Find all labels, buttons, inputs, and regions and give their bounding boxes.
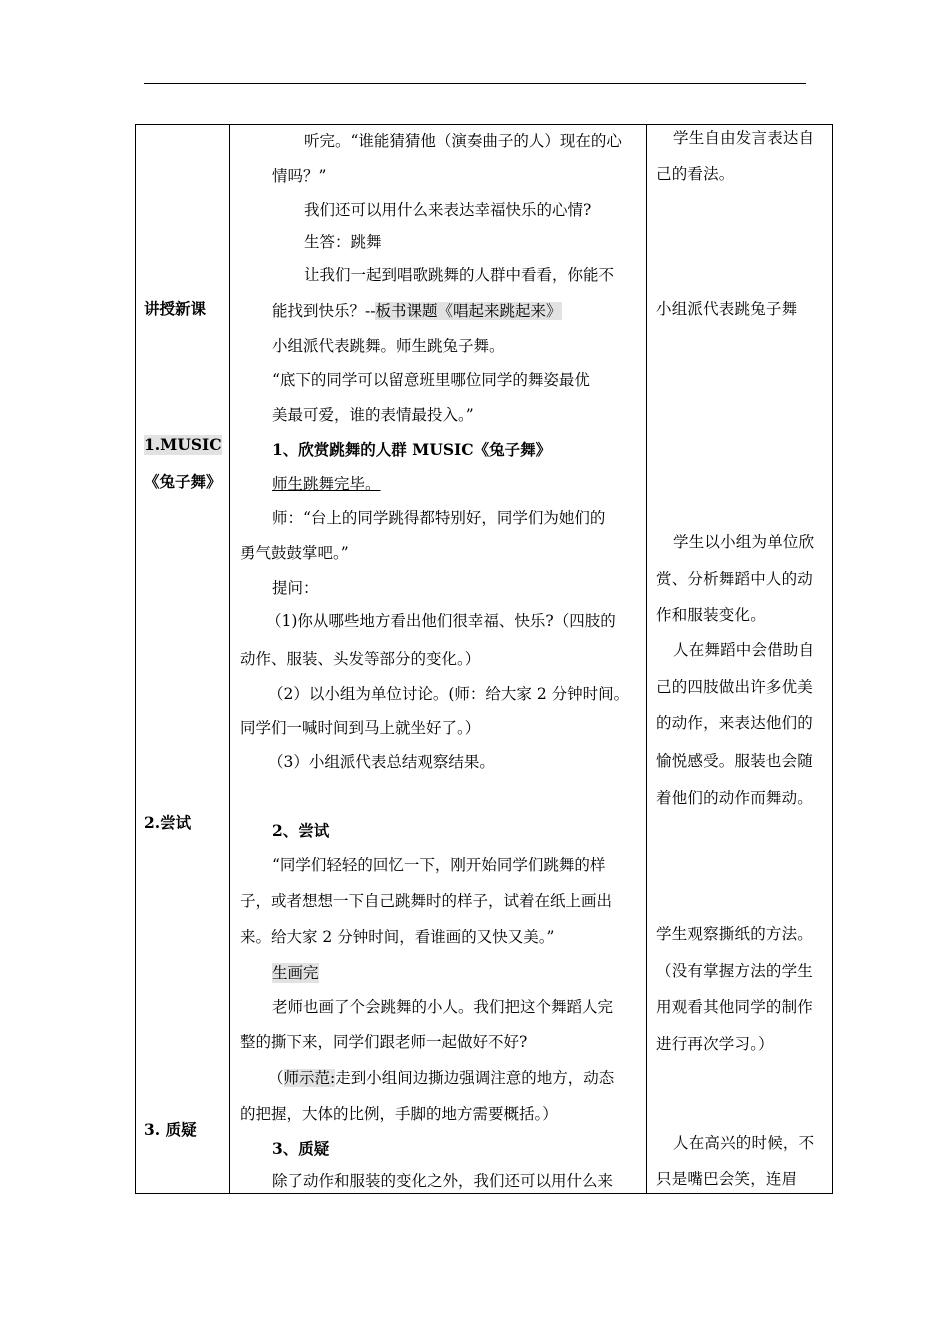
mid-line	[268, 1068, 614, 1088]
teacher-demo: 师示范:	[283, 1069, 336, 1087]
right-line: 赏、分析舞蹈中人的动	[656, 570, 814, 588]
mid-line: 老师也画了个会跳舞的小人。我们把这个舞蹈人完	[272, 998, 614, 1016]
column-divider-1	[229, 124, 230, 1194]
mid-line	[272, 301, 562, 321]
mid-line: 来。给大家 2 分钟时间，看谁画的又快又美。”	[240, 928, 555, 946]
right-line: 作和服装变化。	[656, 606, 766, 624]
mid-line: 师：“台上的同学跳得都特别好，同学们为她们的	[272, 509, 606, 527]
board-title: 板书课题《唱起来跳起来》	[375, 302, 562, 320]
mid-line: 的把握，大体的比例，手脚的地方需要概括。）	[240, 1105, 558, 1123]
mid-text: 能找到快乐？--	[272, 302, 376, 320]
right-line: 学生以小组为单位欣	[673, 533, 815, 551]
right-line: 学生观察撕纸的方法。	[656, 925, 814, 943]
mid-line: 师生跳舞完毕。	[272, 475, 381, 493]
header-rule	[144, 83, 806, 84]
column-divider-2	[646, 124, 647, 1194]
right-line: 人在高兴的时候，不	[673, 1134, 815, 1152]
mid-line: 美最可爱，谁的表情最投入。”	[272, 406, 474, 424]
heading-lecture: 讲授新课	[144, 299, 207, 318]
right-line: 人在舞蹈中会借助自	[673, 641, 815, 659]
right-line: 己的四肢做出许多优美	[656, 678, 814, 696]
mid-line: 让我们一起到唱歌跳舞的人群中看看，你能不	[304, 266, 615, 284]
mid-line: 生画完	[272, 964, 319, 982]
mid-line: 小组派代表跳舞。师生跳兔子舞。	[272, 337, 505, 355]
mid-line: 生答：跳舞	[304, 233, 382, 251]
right-line: 只是嘴巴会笑，连眉	[656, 1170, 798, 1188]
mid-text: 走到小组间边撕边强调注意的地方，动态	[335, 1069, 615, 1087]
right-line: 小组派代表跳兔子舞	[656, 300, 798, 318]
mid-line: （2）以小组为单位讨论。(师：给大家 2 分钟时间。	[268, 685, 630, 703]
heading-try: 2.尝试	[144, 813, 192, 832]
subheading-question: 3、质疑	[272, 1139, 330, 1158]
mid-line: （3）小组派代表总结观察结果。	[268, 753, 495, 771]
mid-line: 动作、服装、头发等部分的变化。）	[240, 650, 481, 668]
mid-text: （	[268, 1069, 284, 1087]
mid-line: “底下的同学可以留意班里哪位同学的舞姿最优	[272, 371, 590, 389]
mid-line: 勇气鼓鼓掌吧。”	[240, 544, 349, 562]
heading-rabbit-dance: 《兔子舞》	[144, 472, 222, 491]
mid-line: 情吗？”	[272, 167, 327, 185]
mid-line: 整的撕下来，同学们跟老师一起做好不好?	[240, 1033, 528, 1051]
right-line: 己的看法。	[656, 165, 735, 183]
right-line: 进行再次学习。）	[656, 1035, 774, 1053]
mid-line: 我们还可以用什么来表达幸福快乐的心情?	[304, 201, 592, 219]
right-line: 用观看其他同学的制作	[656, 998, 814, 1016]
mid-line: （1)你从哪些地方看出他们很幸福、快乐?（四肢的	[266, 612, 616, 630]
right-line: 愉悦感受。服装也会随	[656, 752, 814, 770]
subheading-appreciate: 1、欣赏跳舞的人群 MUSIC《兔子舞》	[272, 440, 552, 459]
heading-music: 1.MUSIC	[144, 435, 222, 454]
subheading-try: 2、尝试	[272, 821, 330, 840]
heading-question: 3. 质疑	[144, 1120, 197, 1139]
mid-line: 听完。“谁能猜猜他（演奏曲子的人）现在的心	[304, 132, 622, 150]
right-line: 学生自由发言表达自	[673, 129, 815, 147]
mid-line: 子，或者想想一下自己跳舞时的样子，试着在纸上画出	[240, 892, 613, 910]
right-line: （没有掌握方法的学生	[656, 962, 814, 980]
right-line: 的动作，来表达他们的	[656, 714, 814, 732]
mid-line: 提问：	[272, 579, 319, 597]
mid-line: 同学们一喊时间到马上就坐好了。）	[240, 719, 481, 737]
right-line: 着他们的动作而舞动。	[656, 789, 814, 807]
mid-line: 除了动作和服装的变化之外，我们还可以用什么来	[272, 1172, 614, 1190]
mid-line: “同学们轻轻的回忆一下，刚开始同学们跳舞的样	[272, 856, 606, 874]
